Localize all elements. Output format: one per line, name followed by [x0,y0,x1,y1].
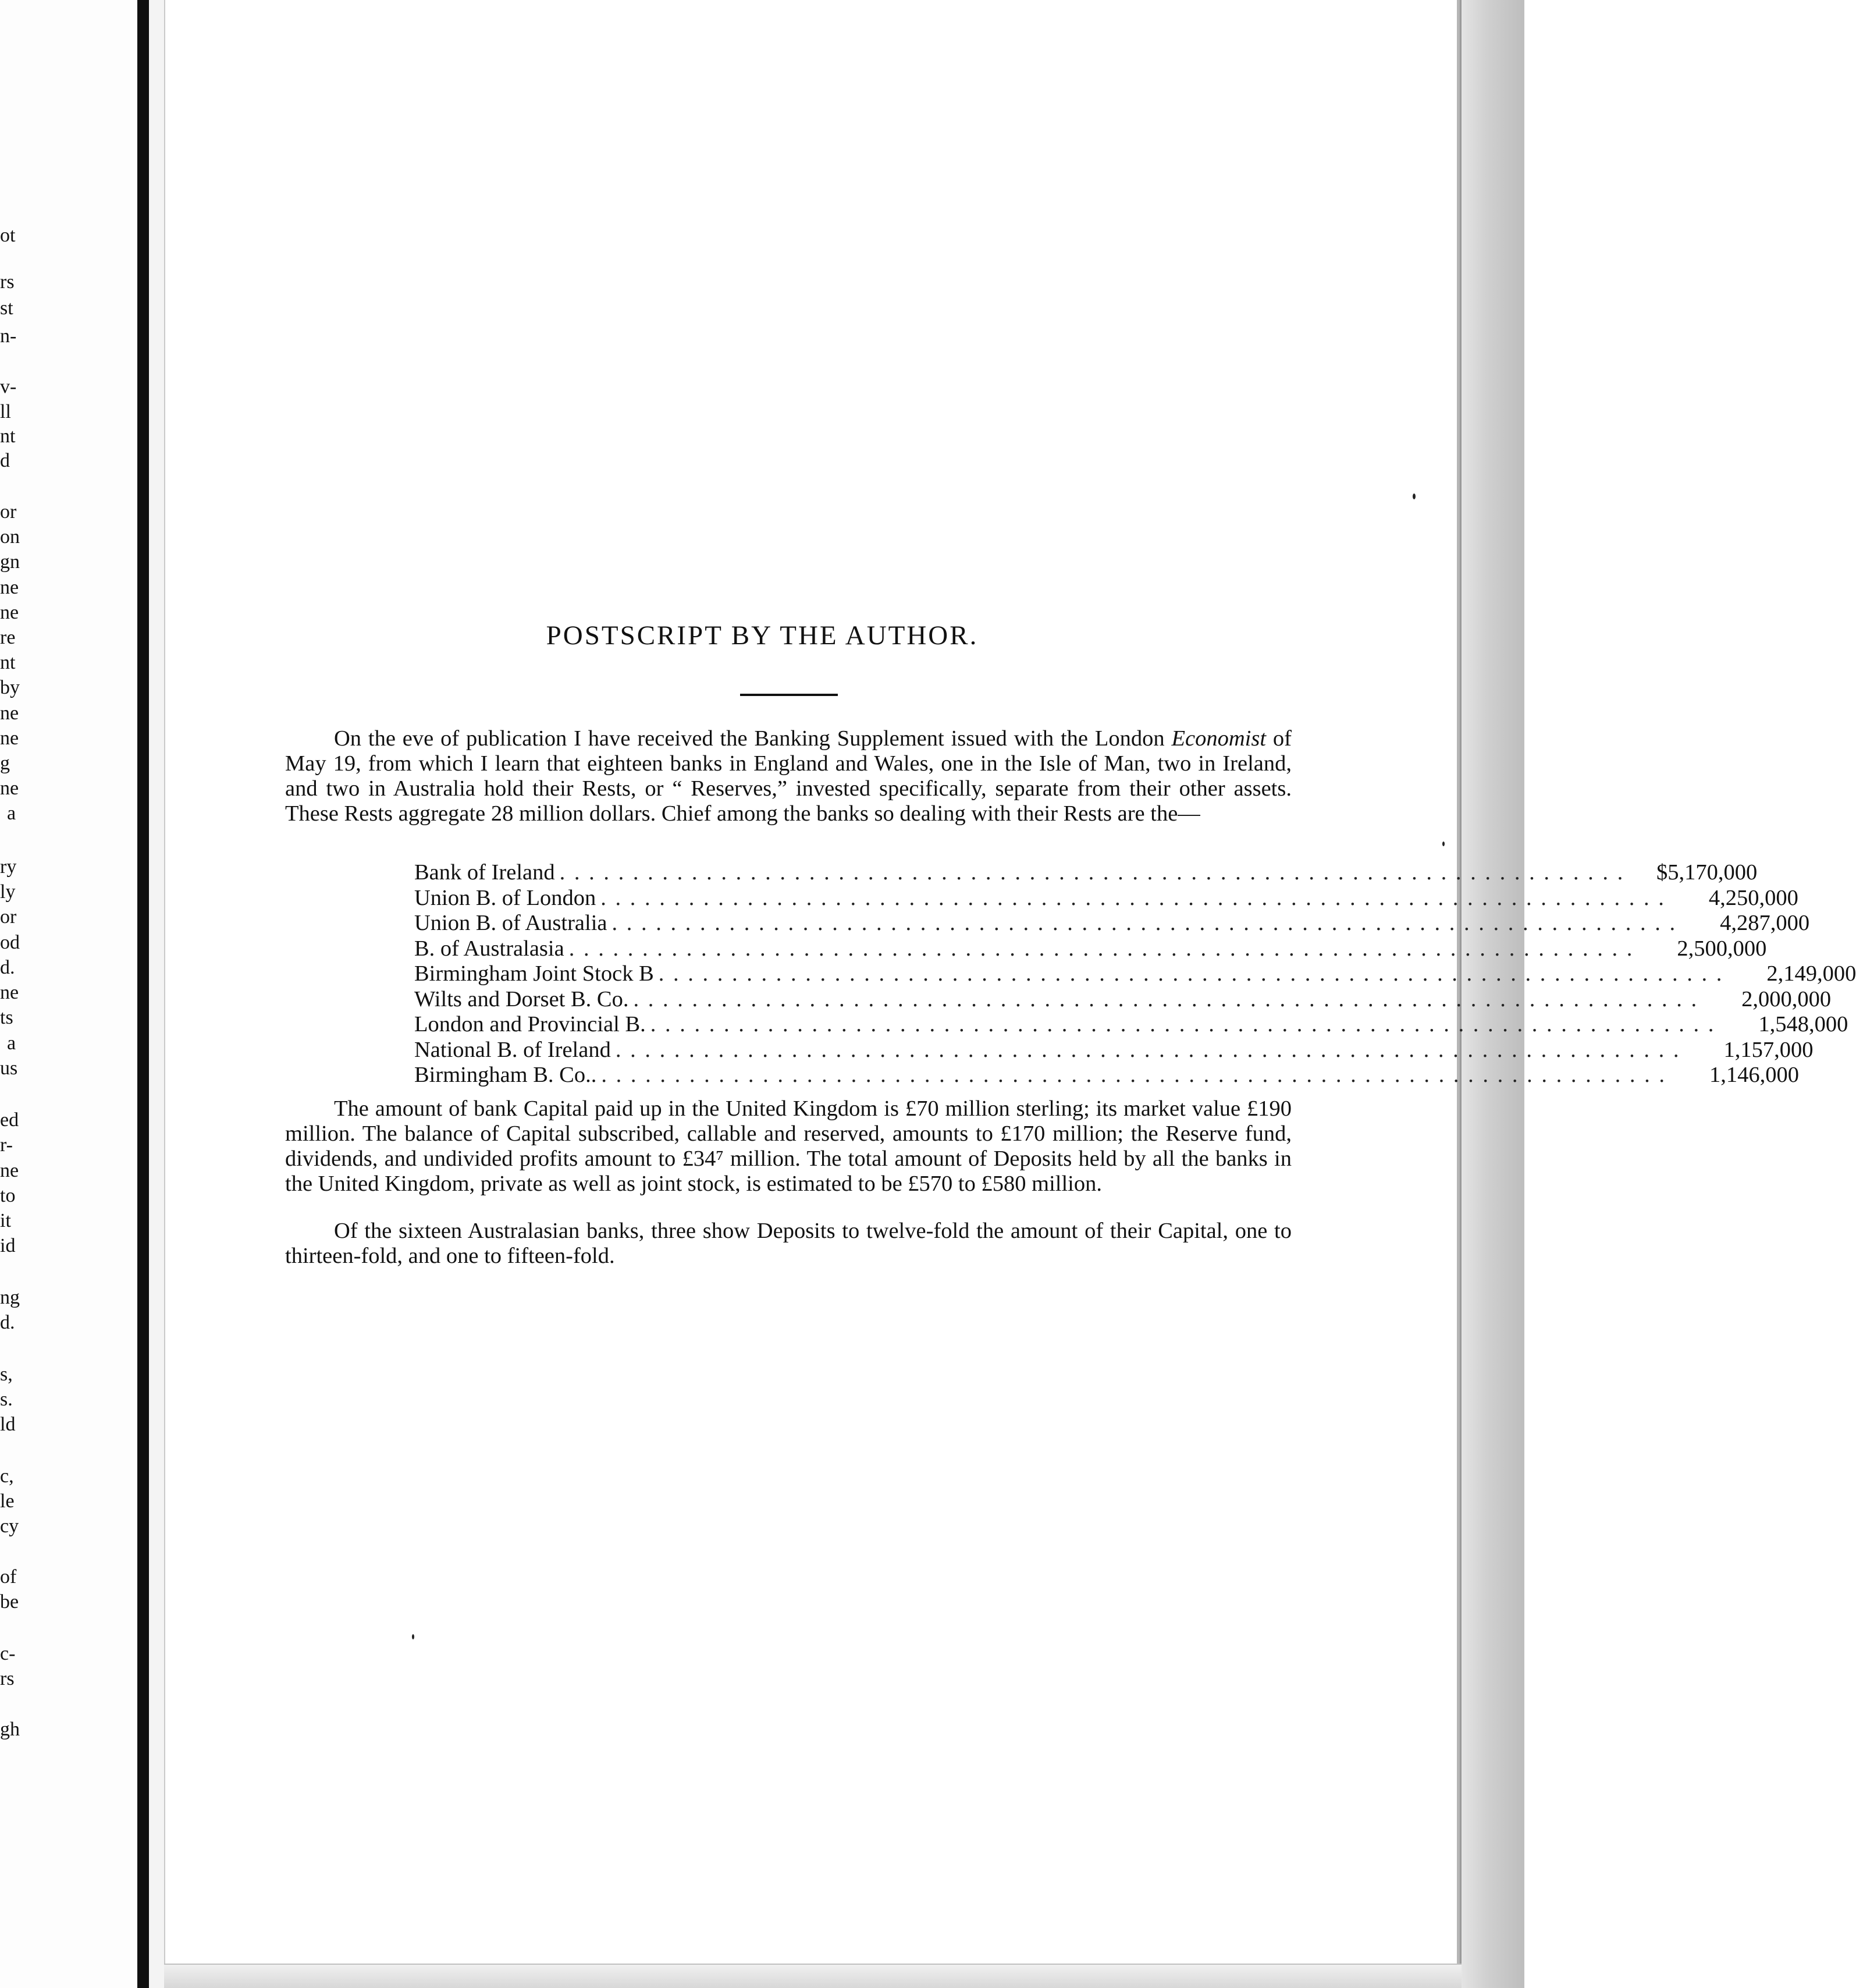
bank-amount: 4,287,000 [1720,911,1810,935]
bank-amount: 1,157,000 [1723,1037,1814,1062]
bank-name: Wilts and Dorset B. Co. [414,986,629,1011]
left-page-fragment: ll [0,401,11,423]
paragraph-capital: The amount of bank Capital paid up in the United Kingdom is £70 million sterling; its market value £190 million. The balance of Capital subscribed, callable and reserved, amounts to £170 million; the Reserve fund, dividends, and undivided profits amount to £34⁷ million. The total amount of Deposits held by all the banks in the United Kingdom, private as well as joint stock, is estimated to be £570 to £580 million. [285,1096,1292,1196]
left-page-fragment: ne [0,727,19,749]
left-page-fragment: a [7,803,16,824]
left-page-fragment: ot [0,225,16,246]
bank-amount: 1,146,000 [1709,1063,1799,1087]
left-page-fragments [0,0,137,1988]
left-page-fragment: gn [0,551,20,573]
left-page-fragment: le [0,1490,15,1512]
bank-amount: 4,250,000 [1708,885,1798,910]
left-page-fragment: re [0,627,16,648]
left-page-fragment: st [0,297,13,319]
bank-amount: 2,000,000 [1741,986,1832,1011]
left-page-fragment: v- [0,376,17,397]
bank-row [414,961,1856,987]
scan-speck [1413,494,1416,499]
left-page-fragment: ne [0,602,19,623]
left-page-fragment: rs [0,271,15,293]
bank-name: Birmingham B. Co.. [414,1063,597,1087]
bank-name: Birmingham Joint Stock B [414,961,654,986]
bank-name: B. of Australasia [414,936,564,961]
left-page-fragment: r- [0,1134,13,1156]
paragraph-intro-end: of May 19, from which I learn that eighteen banks in England and Wales, one in the Isle of Man, two in Ireland, and two in Australia hold their Rests, or “ Reserves,” invested specifically, separate from their other assets. These Rests aggregate 28 million dollars. Chief among the banks so dealing with their Rests are the— [285,726,1292,826]
left-page-fragment: it [0,1210,11,1231]
bank-row [414,986,1832,1013]
left-page-fragment: s, [0,1364,13,1385]
bank-row [414,1063,1799,1088]
left-page-fragment: us [0,1057,18,1079]
left-page-fragment: gh [0,1719,20,1740]
left-page-fragment: d [0,450,10,471]
bank-row [414,885,1798,911]
left-page-fragment: id [0,1235,16,1256]
bank-amount: $5,170,000 [1656,860,1758,885]
left-page-fragment: on [0,526,20,548]
bank-row [414,860,1758,886]
left-page-fragment: od [0,932,20,953]
left-page-fragment: ly [0,881,16,903]
leader-dots: . . . . . . . . . . . . . . . . . . . . . . . . . . . . . . . . . . . . . . . . . . . . . . . . . . . . . . . . . . . . . . . . . . . . . . . . . [600,885,1666,910]
bank-amount: 2,149,000 [1766,961,1856,986]
bank-name: London and Provincial B. [414,1012,646,1036]
leader-dots: . . . . . . . . . . . . . . . . . . . . . . . . . . . . . . . . . . . . . . . . . . . . . . . . . . . . . . . . . . . . . . . . . . . . . . . . . [611,911,1677,935]
left-page [0,0,137,1988]
left-page-fragment: of [0,1566,17,1588]
bank-name: Union B. of London [414,885,596,910]
leader-dots: . . . . . . . . . . . . . . . . . . . . . . . . . . . . . . . . . . . . . . . . . . . . . . . . . . . . . . . . . . . . . . . . . . . . . . . . . [568,936,1634,961]
left-page-fragment: ne [0,982,19,1003]
leader-dots: . . . . . . . . . . . . . . . . . . . . . . . . . . . . . . . . . . . . . . . . . . . . . . . . . . . . . . . . . . . . . . . . . . . . . . . . . [601,1063,1666,1087]
left-page-fragment: a [7,1032,16,1054]
left-page-fragment: ne [0,1160,19,1181]
left-margin [149,0,165,1988]
bank-row [414,1037,1814,1063]
bank-name: National B. of Ireland [414,1037,611,1062]
left-page-fragment: cy [0,1515,19,1537]
left-page-fragment: ng [0,1287,20,1308]
left-page-fragment: by [0,677,20,698]
left-page-fragment: be [0,1591,19,1613]
bank-name: Bank of Ireland [414,860,555,885]
leader-dots: . . . . . . . . . . . . . . . . . . . . . . . . . . . . . . . . . . . . . . . . . . . . . . . . . . . . . . . . . . . . . . . . . . . . . . . . . [658,961,1724,986]
left-page-fragment: ry [0,856,17,878]
title-divider [740,694,838,696]
page-title: POSTSCRIPT BY THE AUTHOR. [546,620,979,651]
left-page-fragment: nt [0,652,16,673]
left-page-fragment: c, [0,1465,14,1487]
scan-speck [412,1634,414,1639]
leader-dots: . . . . . . . . . . . . . . . . . . . . . . . . . . . . . . . . . . . . . . . . . . . . . . . . . . . . . . . . . . . . . . . . . . . . . . . . . [633,986,1699,1011]
left-page-fragment: ne [0,778,19,799]
leader-dots: . . . . . . . . . . . . . . . . . . . . . . . . . . . . . . . . . . . . . . . . . . . . . . . . . . . . . . . . . . . . . . . . . . . . . . . . . [559,860,1625,885]
economist-title: Economist [1171,726,1267,751]
paragraph-intro-start: On the eve of publication I have received the Banking Supplement issued with the London [334,726,1172,751]
leader-dots: . . . . . . . . . . . . . . . . . . . . . . . . . . . . . . . . . . . . . . . . . . . . . . . . . . . . . . . . . . . . . . . . . . . . . . . . . [650,1012,1716,1036]
bank-amount: 2,500,000 [1677,936,1767,961]
left-page-fragment: d. [0,957,15,978]
leader-dots: . . . . . . . . . . . . . . . . . . . . . . . . . . . . . . . . . . . . . . . . . . . . . . . . . . . . . . . . . . . . . . . . . . . . . . . . . [615,1037,1681,1062]
paragraph-intro [285,726,1292,826]
left-page-fragment: ed [0,1109,19,1131]
left-page-fragment: g [0,752,10,774]
left-page-fragment: d. [0,1312,15,1333]
left-page-fragment: rs [0,1668,15,1689]
bank-row [414,1012,1848,1038]
left-page-fragment: to [0,1185,16,1206]
paragraph-australasian: Of the sixteen Australasian banks, three show Deposits to twelve-fold the amount of their Capital, one to thirteen-fold, and one to fifteen-fold. [285,1219,1292,1268]
left-page-fragment: nt [0,425,16,447]
bank-row [414,936,1767,962]
left-page-fragment: ne [0,577,19,598]
left-page-fragment: s. [0,1389,13,1410]
left-page-fragment: n- [0,325,17,347]
bank-reserves-list [414,860,1856,1088]
bank-row [414,911,1810,936]
scan-speck [1442,842,1445,846]
left-page-fragment: c- [0,1643,16,1664]
bottom-page-edge [164,1964,1462,1988]
left-page-fragment: ts [0,1007,13,1028]
left-page-fragment: or [0,906,17,928]
bank-name: Union B. of Australia [414,911,607,935]
left-page-fragment: or [0,501,17,523]
left-page-fragment: ld [0,1414,16,1435]
binding-edge [137,0,149,1988]
bank-amount: 1,548,000 [1758,1012,1848,1036]
left-page-fragment: ne [0,702,19,724]
